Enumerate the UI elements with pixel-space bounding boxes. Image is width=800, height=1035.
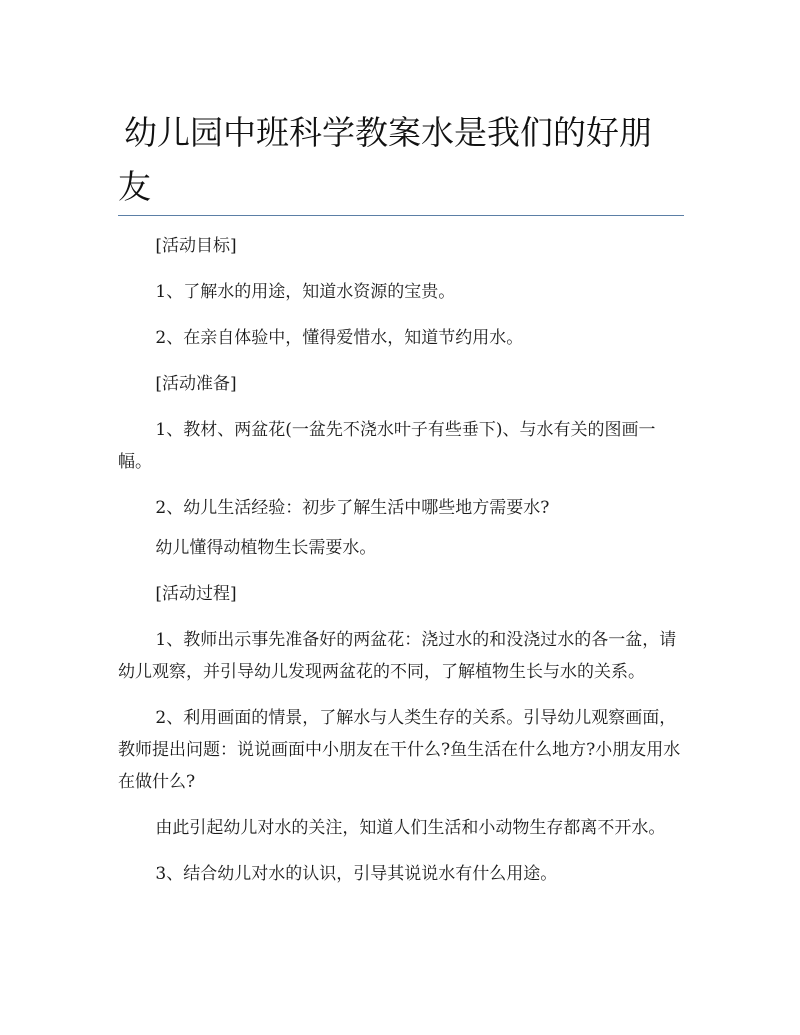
- paragraph: 2、幼儿生活经验：初步了解生活中哪些地方需要水?: [155, 498, 550, 518]
- section-heading-process: [活动过程]: [155, 584, 237, 604]
- paragraph: 2、利用画面的情景，了解水与人类生存的关系。引导幼儿观察画面，教师提出问题：说说画面中小朋友在干什么?鱼生活在什么地方?小朋友用水在做什么?: [118, 708, 681, 792]
- paragraph: 1、了解水的用途，知道水资源的宝贵。: [155, 282, 456, 302]
- paragraph: 1、教材、两盆花(一盆先不浇水叶子有些垂下)、与水有关的图画一幅。: [118, 420, 656, 472]
- document-body: [118, 230, 684, 904]
- section-heading-objectives: [活动目标]: [155, 236, 237, 256]
- paragraph: 由此引起幼儿对水的关注，知道人们生活和小动物生存都离不开水。: [155, 818, 666, 838]
- title-divider: [118, 215, 684, 216]
- paragraph: 1、教师出示事先准备好的两盆花：浇过水的和没浇过水的各一盆，请幼儿观察，并引导幼儿发现两盆花的不同，了解植物生长与水的关系。: [118, 630, 677, 682]
- paragraph: 2、在亲自体验中，懂得爱惜水，知道节约用水。: [155, 328, 524, 348]
- paragraph: 3、结合幼儿对水的认识，引导其说说水有什么用途。: [155, 864, 558, 884]
- section-heading-preparation: [活动准备]: [155, 374, 237, 394]
- paragraph: 幼儿懂得动植物生长需要水。: [155, 538, 377, 558]
- document-title: 幼儿园中班科学教案水是我们的好朋友: [118, 113, 652, 206]
